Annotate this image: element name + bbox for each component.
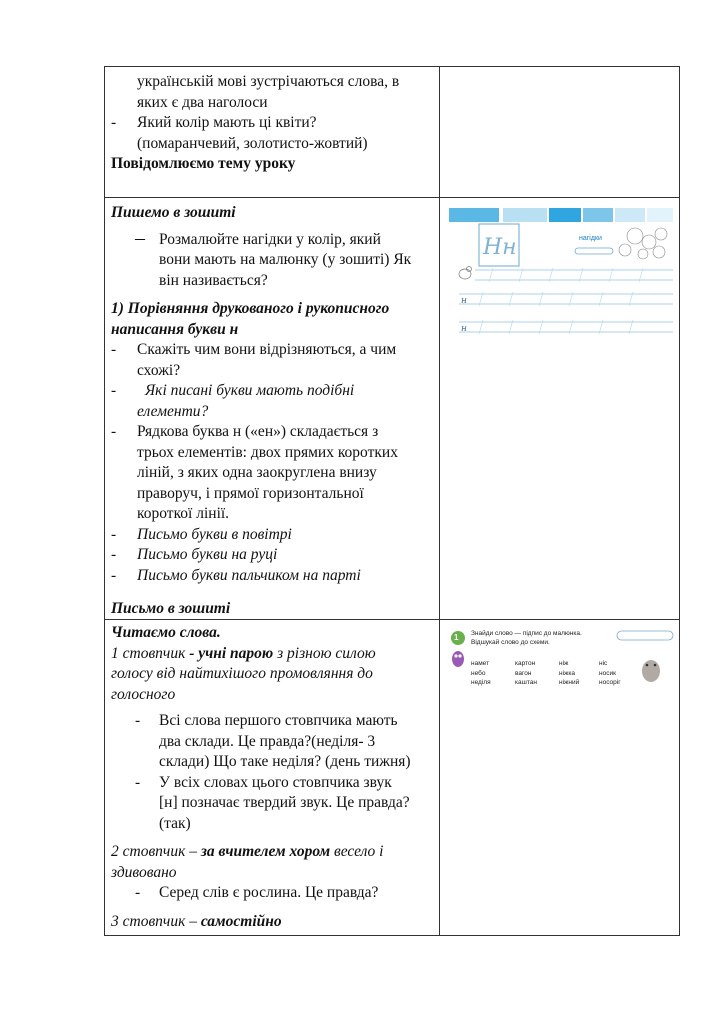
row3-col2-line2: здивовано (111, 863, 177, 881)
row2-item-1: - Скажіть чим вони відрізняються, а чим (111, 341, 397, 358)
row-letter-icon: н (461, 296, 467, 306)
header-band-1 (449, 208, 499, 222)
row2-item-2-line2: елементи? (137, 402, 209, 420)
row3-text (111, 623, 433, 932)
row2-item-2: - Які писані букви мають подібні (111, 382, 355, 399)
row3-col2: 2 стовпчик – за вчителем хором весело і (111, 843, 384, 860)
row2-item-3: - Рядкова буква н («ен») складається з (111, 423, 379, 440)
task-instruction-line1: Знайди слово — підпис до малюнка. (471, 630, 582, 637)
row2-text (111, 203, 433, 586)
header-band-2 (503, 208, 547, 222)
row3-col3: 3 стовпчик – самостійно (111, 912, 282, 930)
row3-col1: 1 стовпчик - учні парою з різною силою (111, 644, 376, 662)
row2-task: – Розмалюйте нагідки у колір, який (135, 226, 381, 249)
row-letter-icon-2: н (461, 324, 467, 334)
row-divider-1 (105, 197, 679, 198)
row2-task-line2: вони мають на малюнку (у зошиті) Як (159, 251, 412, 268)
row1-line2: яких є два наголоси (137, 93, 268, 111)
word-row: небо вагон ніжка носик (471, 669, 616, 677)
row2-item-5: - Письмо букви на руці (111, 546, 278, 563)
row3-bullet-3: - Серед слів є рослина. Це правда? (135, 884, 379, 901)
row3-bullet-2: - У всіх словах цього стовпчика звук (135, 773, 392, 791)
row2-item-3-line3: ліній, з яких одна заокруглена внизу (137, 464, 377, 481)
task-instruction-line2: Відшукай слово до схеми. (471, 639, 550, 646)
header-band-5 (615, 208, 645, 222)
row2-sub-heading-line2: написання букви н (111, 320, 239, 338)
row2-item-4: - Письмо букви в повітрі (111, 525, 292, 543)
row2-item-3-line2: трьох елементів: двох прямих коротких (137, 443, 398, 461)
word-grid (471, 659, 621, 688)
sound-scheme-icon (617, 631, 673, 640)
row3-col1-line2: голосу від найтихішого промовляння до (111, 665, 373, 682)
word-row: намет картон ніж ніс (471, 660, 608, 667)
row3-heading: Читаємо слова. (111, 624, 221, 641)
hippo-icon (642, 660, 660, 682)
row3-bullet-1-line2: два склади. Це правда?(неділя- 3 (159, 732, 376, 750)
scheme-icon (575, 248, 613, 254)
word-label: нагідки (579, 235, 602, 242)
row3-bullet-2-line3: (так) (159, 814, 191, 832)
row2-item-6: - Письмо букви пальчиком на парті (111, 566, 361, 584)
header-band-4 (583, 208, 613, 222)
writing-lines (459, 270, 673, 332)
row2-sub-heading: 1) Порівняння друкованого і рукописного (111, 300, 390, 317)
cursive-letter-icon: Нн (483, 235, 517, 260)
row3-bullet-1: - Всі слова першого стовпчика мають (135, 712, 398, 729)
row1-line1: українській мові зустрічаються слова, в (137, 73, 400, 90)
row1-bullet-cont: (помаранчевий, золотисто-жовтий) (137, 134, 368, 152)
reading-image (449, 627, 675, 693)
slant-lines (479, 268, 643, 334)
word-row: неділя каштан ніжний носоріг (471, 679, 621, 686)
row2-heading: Пишемо в зошиті (111, 204, 236, 221)
row1-bullet: - Який колір мають ці квіти? (111, 114, 317, 131)
row2-item-3-line4: праворуч, і прямої горизонтальної (137, 484, 364, 502)
row1-heading: Повідомлюємо тему уроку (111, 155, 296, 172)
flowers-icon (619, 228, 667, 259)
owl-icon (452, 651, 464, 667)
header-band-6 (647, 208, 673, 222)
workbook-image (449, 208, 673, 342)
row2-task-line3: він називається? (159, 271, 268, 289)
row3-bullet-2-line2: [н] позначає твердий звук. Це правда? (159, 794, 410, 811)
row1-text (111, 72, 433, 175)
row2-item-3-line5: короткої лінії. (137, 505, 230, 522)
lesson-table (104, 66, 680, 936)
bird-icon (459, 267, 472, 280)
row2-item-1-line2: схожі? (137, 361, 181, 379)
row3-col1-line3: голосного (111, 685, 176, 703)
row2-footer: Письмо в зошиті (111, 600, 231, 617)
row3-bullet-1-line3: склади) Що таке неділя? (день тижня) (159, 753, 411, 770)
header-band-3 (549, 208, 581, 222)
workbook-illustration (449, 208, 673, 342)
task-instruction (471, 629, 582, 647)
task-number: 1 (454, 633, 459, 642)
